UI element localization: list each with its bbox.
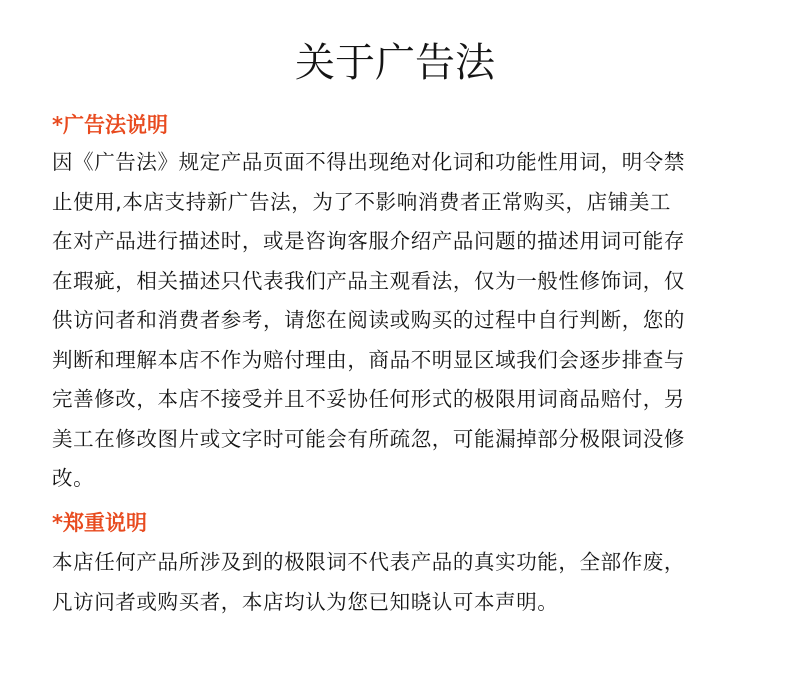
paragraph-line: 因《广告法》规定产品页面不得出现绝对化词和功能性用词，明令禁 <box>52 150 685 174</box>
paragraph-line: 在瑕疵，相关描述只代表我们产品主观看法，仅为一般性修饰词，仅 <box>52 268 685 293</box>
paragraph-line: 判断和理解本店不作为赔付理由，商品不明显区域我们会逐步排查与 <box>52 347 685 372</box>
section-body-ad-law <box>52 143 752 499</box>
paragraph-line: 本店任何产品所涉及到的极限词不代表产品的真实功能，全部作废， <box>52 550 685 574</box>
paragraph-line: 止使用,本店支持新广告法，为了不影响消费者正常购买，店铺美工 <box>52 189 672 214</box>
section-heading-solemn-statement: *郑重说明 <box>52 511 147 535</box>
paragraph-line: 在对产品进行描述时，或是咨询客服介绍产品问题的描述用词可能存 <box>52 229 685 253</box>
paragraph-line: 完善修改，本店不接受并且不妥协任何形式的极限用词商品赔付，另 <box>52 387 685 411</box>
paragraph-line: 美工在修改图片或文字时可能会有所疏忽，可能漏掉部分极限词没修 <box>52 426 685 451</box>
paragraph-line: 凡访问者或购买者，本店均认为您已知晓认可本声明。 <box>52 589 559 614</box>
page-title: 关于广告法 <box>295 40 495 86</box>
paragraph-line: 供访问者和消费者参考，请您在阅读或购买的过程中自行判断，您的 <box>52 308 685 332</box>
section-body-solemn-statement <box>52 543 752 622</box>
paragraph-line: 改。 <box>52 466 95 490</box>
section-heading-ad-law: *广告法说明 <box>52 113 168 137</box>
